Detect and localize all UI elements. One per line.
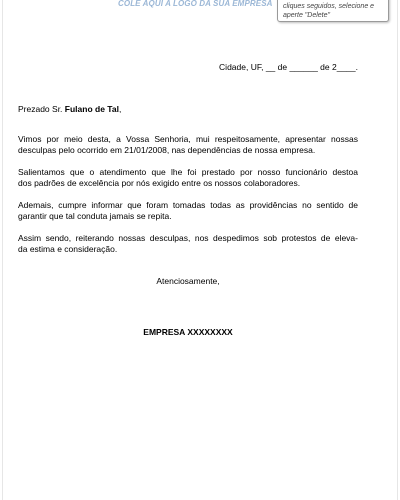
paragraph-farewell xyxy=(18,233,358,255)
note-line: cliques seguidos, selecione e xyxy=(283,3,375,10)
logo-placeholder-text[interactable]: COLE AQUI A LOGO DA SUA EMPRESA xyxy=(118,0,273,8)
salutation-prefix: Prezado Sr. xyxy=(18,104,65,114)
salutation-suffix: , xyxy=(118,104,122,114)
paragraph-line: Ademais, cumpre informar que foram tomadas todas as providências no sentido de xyxy=(18,200,358,210)
paragraph-apology xyxy=(18,134,358,156)
paragraph-line: Salientamos que o atendimento que lhe foi prestado por nosso funcionário destoa xyxy=(18,167,358,177)
paragraph-line: Assim sendo, reiterando nossas desculpas, nos despedimos sob protestos de eleva- xyxy=(18,233,358,243)
page-edge-left xyxy=(2,0,3,500)
closing: Atenciosamente, xyxy=(156,276,220,286)
date-line: Cidade, UF, __ de ______ de 2____. xyxy=(219,62,358,72)
recipient-name: Fulano de Tal xyxy=(64,104,119,114)
letter-body xyxy=(18,104,358,266)
paragraph-service xyxy=(18,167,358,189)
paragraph-line: Vimos por meio desta, a Vossa Senhoria, mui respeitosamente, apresentar nossas xyxy=(18,134,358,144)
paragraph-line: garantir que tal conduta jamais se repita. xyxy=(18,211,172,221)
paragraph-line: da estima e consideração. xyxy=(18,244,118,254)
paragraph-line: desculpas pelo ocorrido em 21/01/2008, nas dependências de nossa empresa. xyxy=(18,145,316,155)
salutation xyxy=(18,104,358,115)
instruction-note-box[interactable] xyxy=(277,0,389,22)
paragraph-measures xyxy=(18,200,358,222)
page-edge-right xyxy=(397,0,398,500)
paragraph-line: dos padrões de excelência por nós exigido entre os nossos colaboradores. xyxy=(18,178,301,188)
note-line: aperte "Delete" xyxy=(283,12,330,19)
company-signature: EMPRESA XXXXXXXX xyxy=(143,327,233,337)
